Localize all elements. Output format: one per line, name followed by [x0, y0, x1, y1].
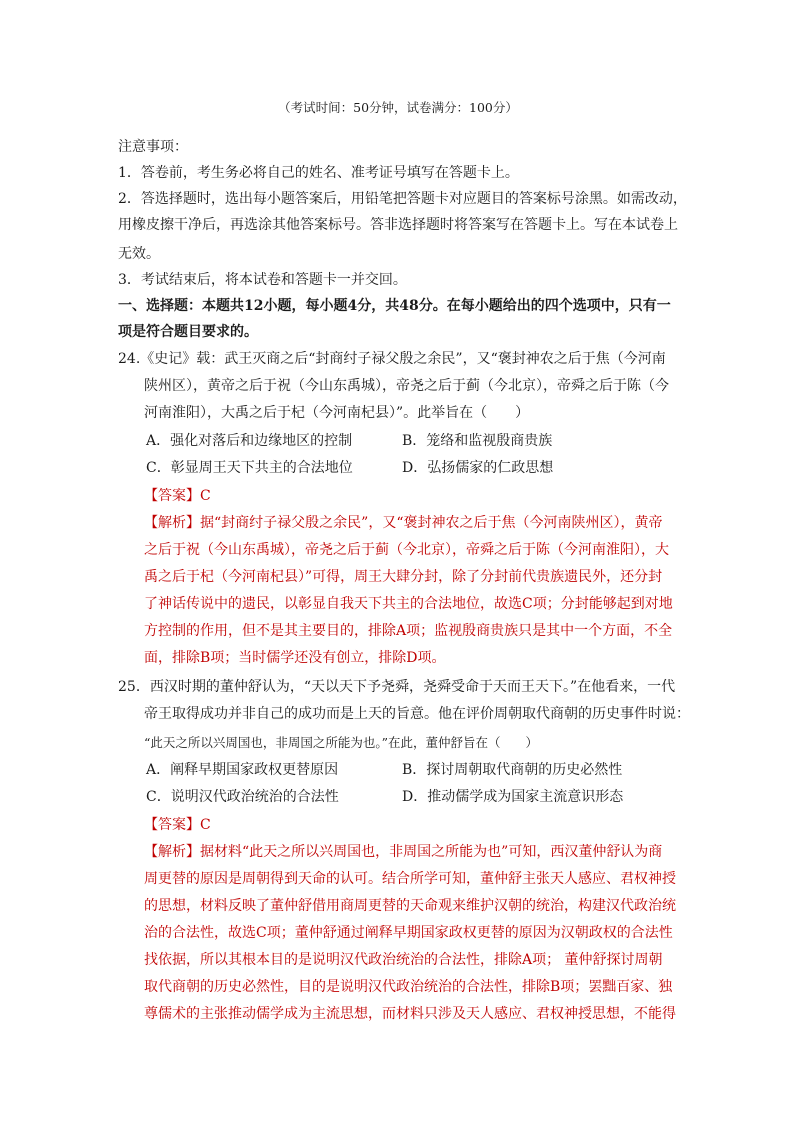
note-item-1: 1．答卷前，考生务必将自己的姓名、准考证号填写在答题卡上。	[118, 165, 519, 181]
q24-analysis-2: 之后于祝（今山东禹城），帝尧之后于蓟（今北京），帝舜之后于陈（今河南淮阳），大	[144, 542, 669, 558]
q25-answer: 【答案】C	[144, 817, 211, 833]
q24-stem-2: 陕州区），黄帝之后于祝（今山东禹城），帝尧之后于蓟（今北京），帝舜之后于陈（今	[144, 378, 669, 394]
section-heading-cont: 项是符合题目要求的。	[118, 324, 258, 340]
note-item-2-cont: 用橡皮擦干净后，再选涂其他答案标号。答非选择题时将答案写在答题卡上。写在本试卷上	[118, 217, 678, 233]
q24-analysis-1: 【解析】据“封商纣子禄父殷之余民”，又“褒封神农之后于焦（今河南陕州区），黄帝	[144, 515, 663, 531]
q24-stem-1: 24.《史记》载：武王灭商之后“封商纣子禄父殷之余民”，又“褒封神农之后于焦（今河南	[118, 351, 666, 367]
q24-analysis-4: 了神话传说中的遗民，以彰显自我天下共主的合法地位，故选C项；分封能够起到对地	[144, 596, 673, 612]
q24-option-d: D．弘扬儒家的仁政思想	[402, 460, 554, 476]
q25-analysis-6: 取代商朝的历史必然性，目的是说明汉代政治统治的合法性，排除B项；罢黜百家、独	[144, 979, 673, 995]
q24-option-c: C．彰显周王天下共主的合法地位	[146, 460, 353, 476]
q24-analysis-6: 面，排除B项；当时儒学还没有创立，排除D项。	[144, 650, 446, 666]
q24-option-a: A．强化对落后和边缘地区的控制	[146, 433, 353, 449]
q25-analysis-4: 治的合法性，故选C项；董仲舒通过阐释早期国家政权更替的原因为汉朝政权的合法性	[144, 925, 673, 941]
note-item-2-end: 无效。	[118, 246, 160, 262]
q25-stem-2: 帝王取得成功并非自己的成功而是上天的旨意。他在评价周朝取代商朝的历史事件时说：	[144, 706, 690, 722]
q25-analysis-3: 的思想，材料反映了董仲舒借用商周更替的天命观来维护汉朝的统治，构建汉代政治统	[144, 898, 676, 914]
q25-analysis-7: 尊儒术的主张推动儒学成为主流思想，而材料只涉及天人感应、君权神授思想，不能得	[144, 1006, 676, 1022]
q24-stem-3: 河南淮阳），大禹之后于杞（今河南杞县）”。此举旨在（ ）	[144, 405, 530, 421]
notes-title: 注意事项：	[118, 139, 188, 155]
q25-analysis-2: 周更替的原因是周朝得到天命的认可。结合所学可知，董仲舒主张天人感应、君权神授	[144, 871, 676, 887]
section-heading: 一、选择题：本题共12小题，每小题4分，共48分。在每小题给出的四个选项中，只有一	[118, 298, 671, 314]
q25-option-a: A．阐释早期国家政权更替原因	[146, 762, 339, 778]
q24-option-b: B．笼络和监视殷商贵族	[402, 433, 553, 449]
q25-option-b: B．探讨周朝取代商朝的历史必然性	[402, 762, 623, 778]
q25-option-c: C．说明汉代政治统治的合法性	[146, 789, 339, 805]
note-item-3: 3．考试结束后，将本试卷和答题卡一并交回。	[118, 272, 407, 288]
q24-analysis-5: 方控制的作用，但不是其主要目的，排除A项；监视殷商贵族只是其中一个方面，不全	[144, 623, 673, 639]
q25-analysis-1: 【解析】据材料“此天之所以兴周国也，非周国之所能为也”可知，西汉董仲舒认为商	[144, 844, 663, 860]
exam-info: （考试时间：50分钟，试卷满分：100分）	[278, 100, 518, 115]
note-item-2: 2．答选择题时，选出每小题答案后，用铅笔把答题卡对应题目的答案标号涂黑。如需改动，	[118, 191, 687, 207]
q25-option-d: D．推动儒学成为国家主流意识形态	[402, 789, 624, 805]
q25-stem-3: “此天之所以兴周国也，非周国之所能为也。”在此，董仲舒旨在（ ）	[144, 735, 539, 750]
q24-answer: 【答案】C	[144, 488, 211, 504]
q25-analysis-5: 找依据，所以其根本目的是说明汉代政治统治的合法性，排除A项； 董仲舒探讨周朝	[144, 952, 663, 968]
q25-stem-1: 25．西汉时期的董仲舒认为，“天以天下予尧舜，尧舜受命于天而王天下。”在他看来，一代	[118, 679, 676, 695]
q24-analysis-3: 禹之后于杞（今河南杞县）”可得，周王大肆分封，除了分封前代贵族遗民外，还分封	[144, 569, 663, 585]
